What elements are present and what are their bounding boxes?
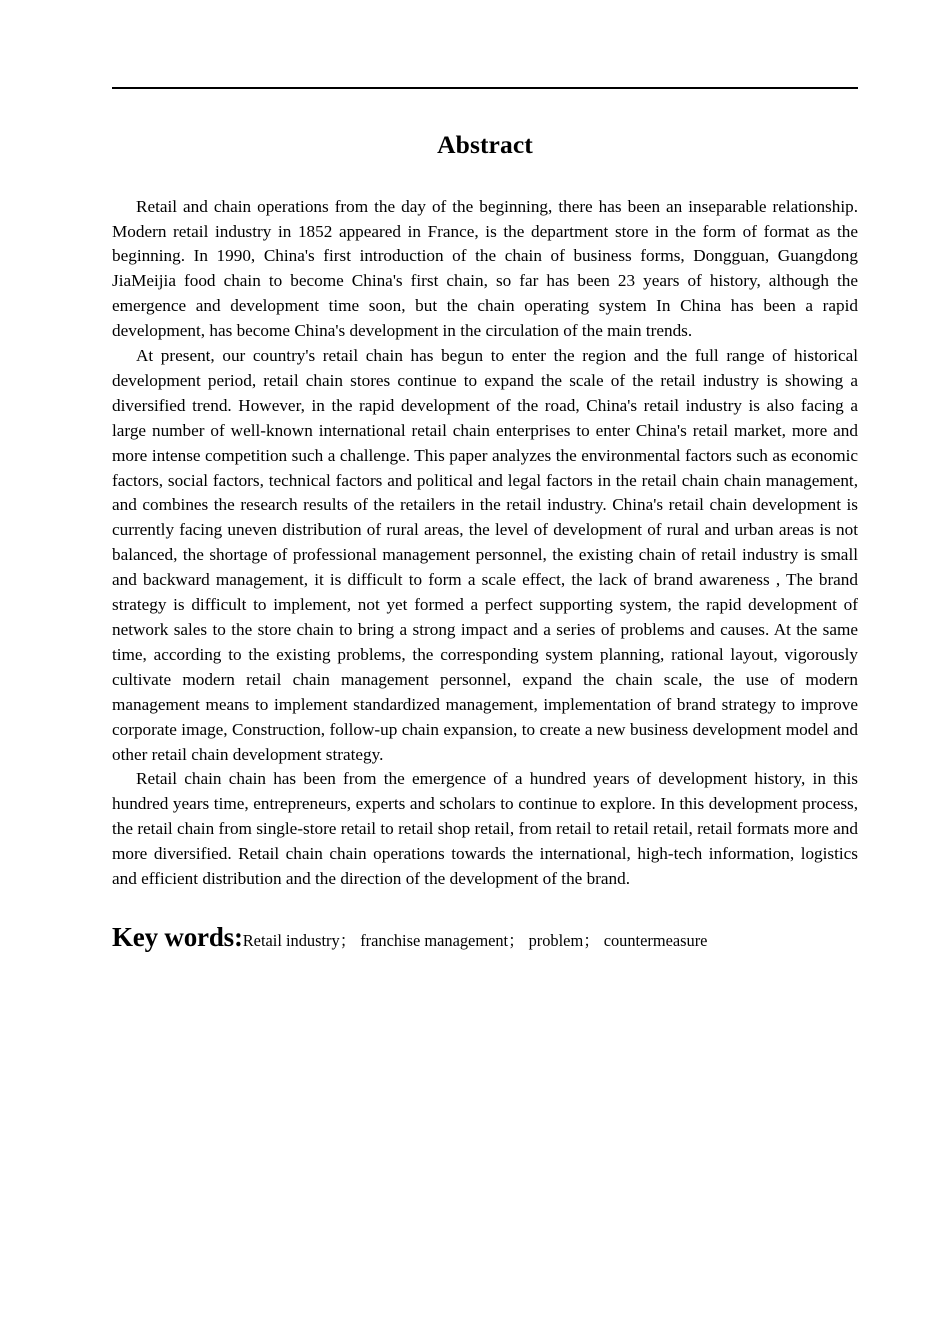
page-title: Abstract [437, 130, 533, 159]
keywords-label: Key words: [112, 921, 243, 952]
abstract-paragraph-3: Retail chain chain has been from the emergence of a hundred years of development history, in this hundred years time, entrepreneurs, experts and scholars to continue to explore. In this development process, the retail chain from single-store retail to retail shop retail, from retail to retail retail, retail formats more and more diversified. Retail chain chain operations towards the international, high-tech information, logistics and efficient distribution and the direction of the development of the brand. [112, 769, 858, 889]
abstract-paragraph-1: Retail and chain operations from the day of the beginning, there has been an inseparable relationship. Modern retail industry in 1852 appeared in France, is the department store in the form of format as the beginning. In 1990, China's first introduction of the chain of business forms, Dongguan, Guangdong JiaMeijia food chain to become China's first chain, so far has been 23 years of history, although the emergence and development time soon, but the chain operating system In China has been a rapid development, has become China's development in the circulation of the main trends. [112, 196, 858, 341]
abstract-body [112, 195, 858, 892]
keywords-line [112, 922, 858, 953]
document-content [112, 130, 858, 953]
abstract-paragraph-2: At present, our country's retail chain has begun to enter the region and the full range of historical development period, retail chain stores continue to expand the scale of the retail industry is showing a diversified trend. However, in the rapid development of the road, China's retail industry is also facing a large number of well-known international retail chain enterprises to enter China's retail market, more and more intense competition such a challenge. This paper analyzes the environmental factors such as economic factors, social factors, technical factors and political and legal factors in the retail chain chain management, and combines the research results of the retailers in the retail industry. China's retail chain development is currently facing uneven distribution of rural areas, the level of development of rural and urban areas is not balanced, the shortage of professional management personnel, the existing chain of retail industry is small and backward management, it is difficult to form a scale effect, the lack of brand awareness , The brand strategy is difficult to implement, not yet formed a perfect supporting system, the rapid development of network sales to the store chain to bring a strong impact and a series of problems and causes. At the same time, according to the existing problems, the corresponding system planning, rational layout, vigorously cultivate modern retail chain management personnel, expand the chain scale, the use of modern management means to implement standardized management, implementation of brand strategy to improve corporate image, Construction, follow-up chain expansion, to create a new business development model and other retail chain development strategy. [112, 346, 858, 764]
header-divider-rule [112, 87, 858, 89]
keywords-value: Retail industry； franchise management； problem； countermeasure [242, 930, 708, 950]
